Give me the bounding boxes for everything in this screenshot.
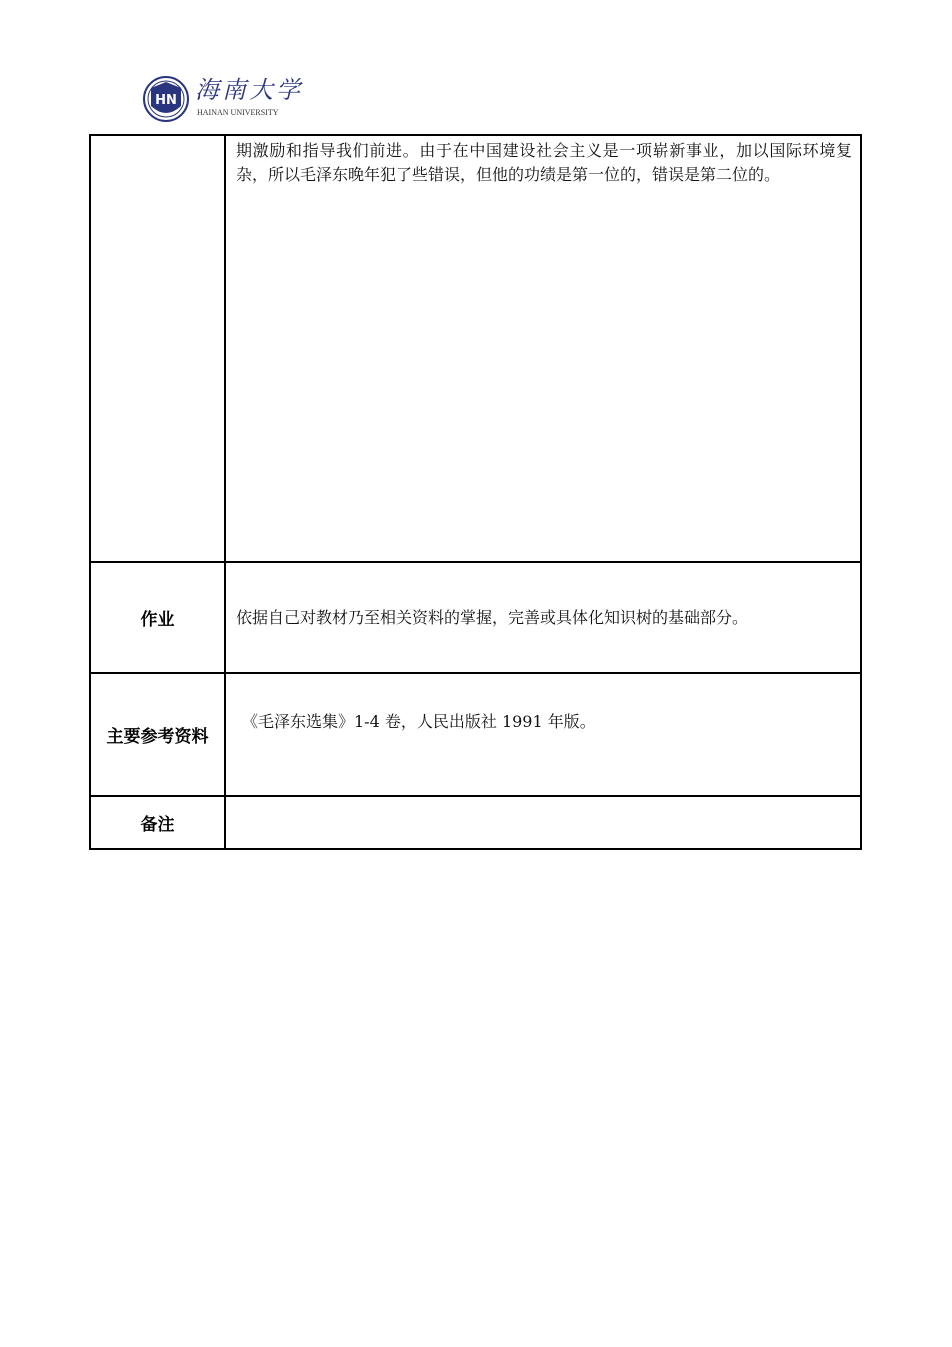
references-text: 《毛泽东选集》1-4 卷，人民出版社 1991 年版。	[242, 712, 596, 731]
table-row	[90, 562, 861, 673]
homework-text: 依据自己对教材乃至相关资料的掌握，完善或具体化知识树的基础部分。	[236, 607, 749, 627]
seal-monogram: HN	[155, 93, 177, 108]
homework-label: 作业	[90, 562, 225, 673]
university-name-en: HAINAN UNIVERSITY	[197, 108, 279, 117]
university-logo	[143, 70, 303, 132]
notes-label: 备注	[90, 796, 225, 849]
empty-label-cell	[90, 135, 225, 562]
table-row	[90, 673, 861, 796]
references-label: 主要参考资料	[90, 673, 225, 796]
references-cell	[225, 673, 861, 796]
table-row	[90, 796, 861, 849]
university-name-cn: 海南大学	[195, 76, 303, 104]
notes-cell	[225, 796, 861, 849]
table-row	[90, 135, 861, 562]
continued-text: 期激励和指导我们前进。由于在中国建设社会主义是一项崭新事业，加以国际环境复杂，所以毛泽东晚年犯了些错误，但他的功绩是第一位的，错误是第二位的。	[236, 141, 852, 184]
lesson-plan-table	[89, 134, 862, 850]
continued-content-cell	[225, 135, 861, 562]
homework-cell	[225, 562, 861, 673]
university-seal-icon	[143, 70, 189, 132]
